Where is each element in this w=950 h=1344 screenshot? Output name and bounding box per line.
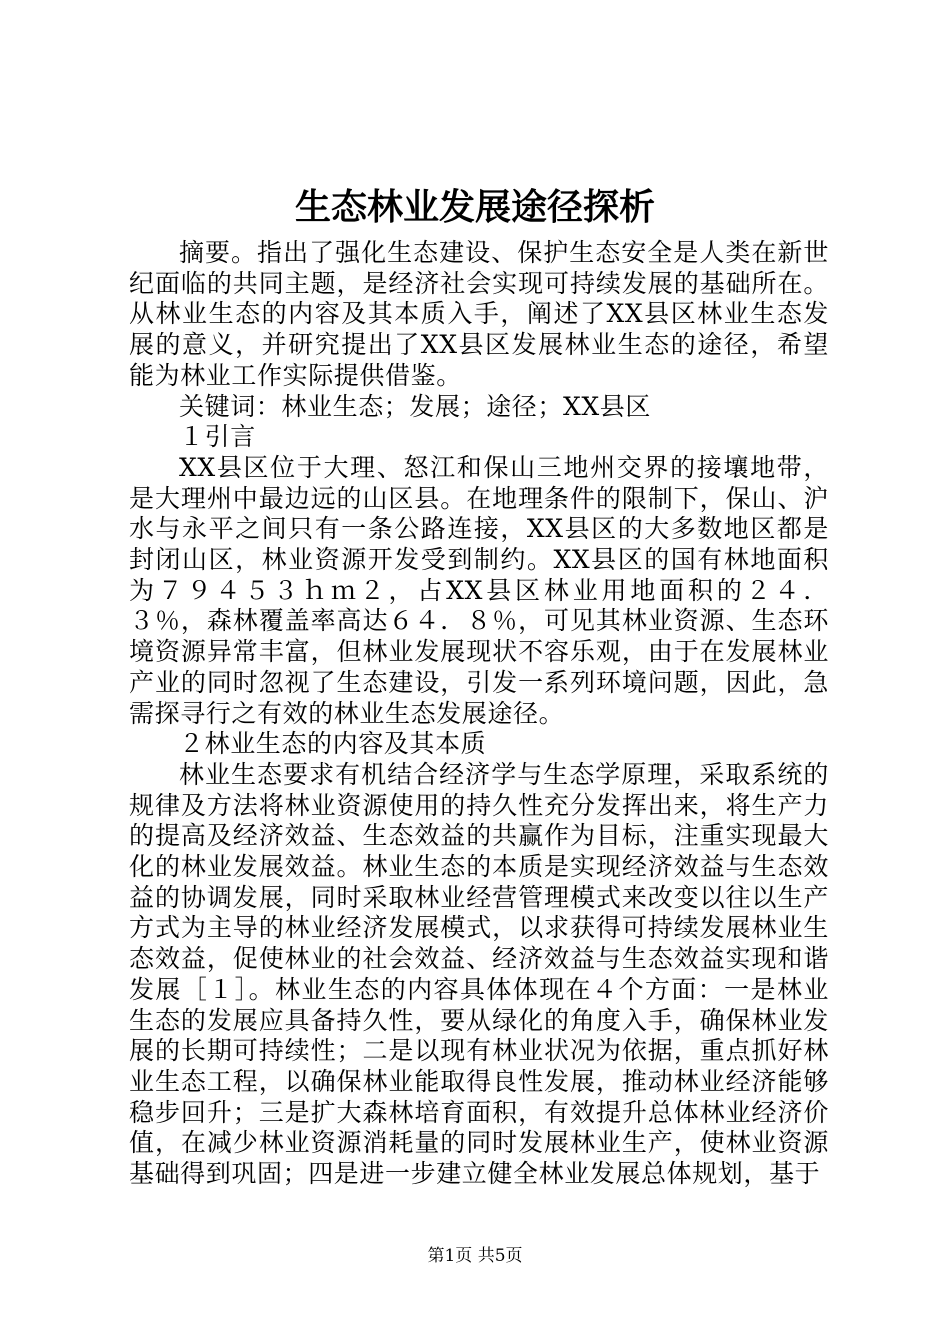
abstract-paragraph: 摘要。指出了强化生态建设、保护生态安全是人类在新世纪面临的共同主题，是经济社会实现可持续发展的基础所在。从林业生态的内容及其本质入手，阐述了XX县区林业生态发展的意义，并研究提出了XX县区发展林业生态的途径，希望能为林业工作实际提供借鉴。 [129, 238, 829, 390]
document-body [129, 238, 829, 1190]
page-title: 生态林业发展途径探析 [294, 187, 655, 228]
section-heading-introduction: １引言 [179, 422, 256, 452]
page-number-footer: 第1页 共5页 [427, 1246, 523, 1266]
keywords-paragraph: 关键词：林业生态；发展；途径；XX县区 [179, 391, 651, 421]
section-heading-content: ２林业生态的内容及其本质 [179, 729, 487, 759]
introduction-paragraph: XX县区位于大理、怒江和保山三地州交界的接壤地带，是大理州中最边远的山区县。在地理条件的限制下，保山、沪水与永平之间只有一条公路连接，XX县区的大多数地区都是封闭山区，林业资源开发受到制约。XX县区的国有林地面积为７９４５３ｈｍ２，占XX县区林业用地面积的２４．３％，森林覆盖率高达６４．８％，可见其林业资源、生态环境资源异常丰富，但林业发展现状不容乐观，由于在发展林业产业的同时忽视了生态建设，引发一系列环境问题，因此，急需探寻行之有效的林业生态发展途径。 [129, 452, 829, 728]
content-paragraph: 林业生态要求有机结合经济学与生态学原理，采取系统的规律及方法将林业资源使用的持久性充分发挥出来，将生产力的提高及经济效益、生态效益的共赢作为目标，注重实现最大化的林业发展效益。林业生态的本质是实现经济效益与生态效益的协调发展，同时采取林业经营管理模式来改变以往以生产方式为主导的林业经济发展模式，以求获得可持续发展林业生态效益，促使林业的社会效益、经济效益与生态效益实现和谐发展［１］。林业生态的内容具体体现在４个方面：一是林业生态的发展应具备持久性，要从绿化的角度入手，确保林业发展的长期可持续性；二是以现有林业状况为依据，重点抓好林业生态工程，以确保林业能取得良性发展，推动林业经济能够稳步回升；三是扩大森林培育面积，有效提升总体林业经济价值，在减少林业资源消耗量的同时发展林业生产，使林业资源基础得到巩固；四是进一步建立健全林业发展总体规划，基于 [129, 759, 829, 1189]
